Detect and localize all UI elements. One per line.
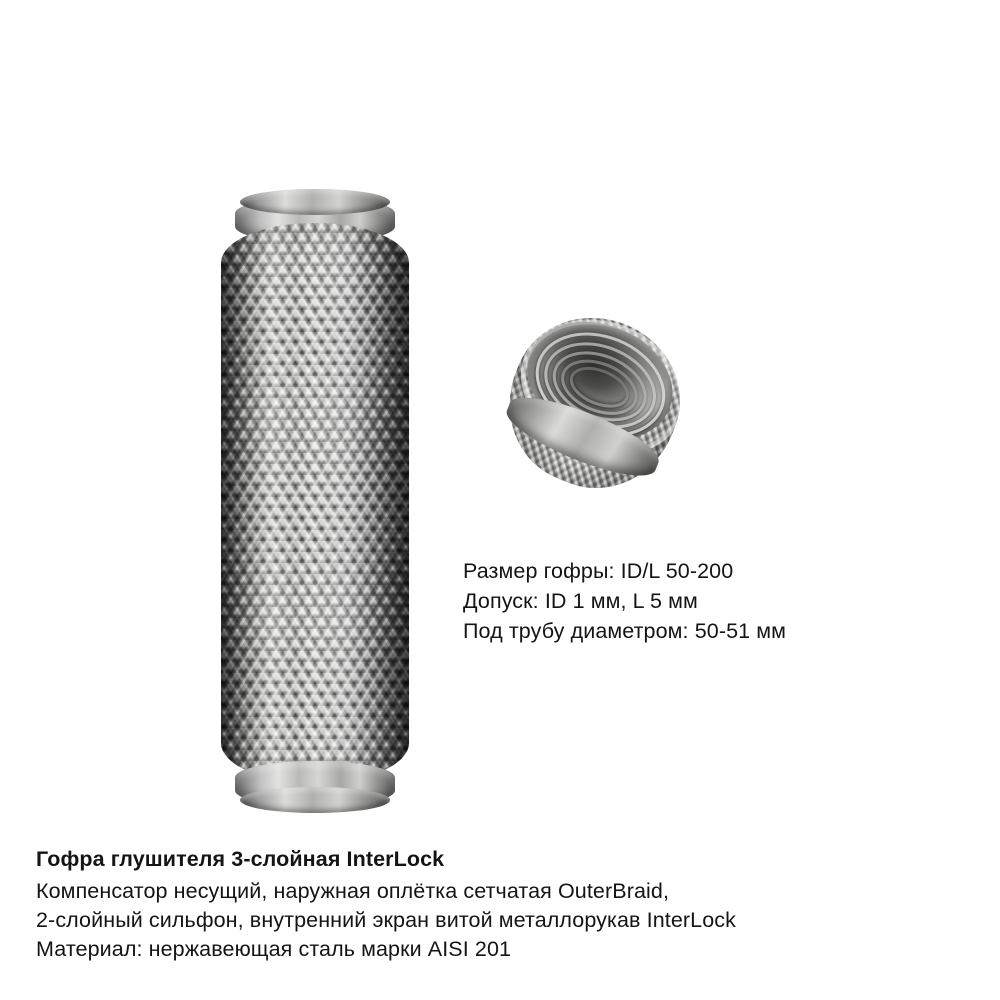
caption-line-3: Материал: нержавеющая сталь марки AISI 201 — [36, 937, 512, 961]
bellows-top-collar-lip — [240, 189, 390, 215]
spec-line-size: Размер гофры: ID/L 50-200 — [463, 559, 734, 583]
bellows-bottom-collar-lip — [240, 787, 390, 813]
caption-text — [36, 845, 966, 964]
spec-line-tolerance: Допуск: ID 1 мм, L 5 мм — [463, 589, 698, 613]
bellows-braided-body — [221, 223, 409, 783]
caption-line-2: 2-слойный сильфон, внутренний экран витой металлорукав InterLock — [36, 908, 736, 932]
cutaway-bellows-image — [462, 261, 724, 545]
specifications-text — [463, 556, 983, 646]
caption-title: Гофра глушителя 3-слойная InterLock — [36, 847, 445, 871]
caption-line-1: Компенсатор несущий, наружная оплётка сетчатая OuterBraid, — [36, 879, 670, 903]
main-bellows-image — [215, 175, 415, 825]
spec-line-pipe-diameter: Под трубу диаметром: 50-51 мм — [463, 619, 787, 643]
bellows-body-shading — [221, 223, 409, 783]
